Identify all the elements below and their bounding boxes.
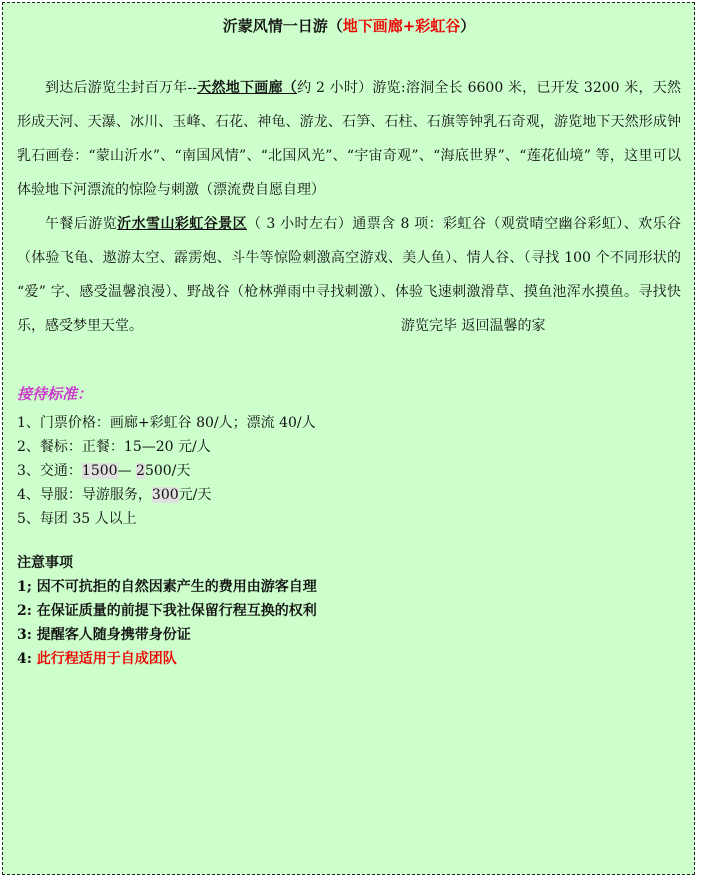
note4-prefix: 4:	[17, 651, 37, 667]
item4-label: 4、导服：导游服务，	[17, 487, 152, 503]
list-item: 1、门票价格：画廊+彩虹谷 80/人；漂流 40/人	[17, 415, 316, 431]
p1-text-after: 约 2 小时）游览:溶洞全长 6600 米，已开发 3200 米，天然形成天河、天瀑、冰川、玉峰、石花、神龟、游龙、石笋、石柱、石旗等钟乳石奇观，游览地下天然形成钟乳石画卷：“蒙山沂水”、“南国风情”、“北国风光”、“宇宙奇观”、“海底世界”、“莲花仙境” 等，这里可以体验地下河漂流的惊险与刺激（漂流费自愿自理）	[17, 80, 682, 198]
note4-highlight: 此行程适用于自成团队	[36, 651, 177, 667]
notes-list	[17, 575, 681, 671]
reception-standards-list	[17, 411, 681, 531]
list-item: 3: 提醒客人随身携带身份证	[17, 627, 191, 643]
page-title	[17, 11, 681, 41]
title-suffix: ）	[460, 17, 476, 35]
list-item: 1; 因不可抗拒的自然因素产生的费用由游客自理	[17, 579, 317, 595]
item4-tail: 元/天	[178, 487, 212, 503]
list-item	[17, 483, 681, 507]
p1-attraction-name: 天然地下画廊（	[197, 80, 298, 96]
notes-title: 注意事项	[17, 555, 73, 571]
list-item	[17, 459, 681, 483]
p2-text-before: 午餐后游览	[45, 216, 118, 232]
title-prefix: 沂蒙风情一日游（	[222, 17, 343, 35]
item3-label: 3、交通：	[17, 463, 82, 479]
list-item: 5、每团 35 人以上	[17, 511, 137, 527]
item3-mid: —	[117, 463, 137, 479]
paragraph-underground-gallery	[17, 71, 681, 207]
list-item: 2、餐标：正餐：15—20 元/人	[17, 439, 211, 455]
paragraph-rainbow-valley	[17, 207, 681, 343]
item3-highlight-2: 2	[136, 463, 145, 479]
itinerary-document	[2, 2, 695, 875]
p2-text-after: （ 3 小时左右）通票含 8 项：彩虹谷（观赏晴空幽谷彩虹）、欢乐谷（体验飞龟、遨游太空、霹雳炮、斗牛等惊险刺激高空游戏、美人鱼）、情人谷、（寻找 100 个不同形状的 “爱” 字、感受温馨浪漫）、野战谷（枪林弹雨中寻找刺激）、体验飞速刺激滑草、摸鱼池浑水摸鱼。寻找快乐，感受梦里天堂。	[17, 216, 681, 334]
item4-highlight: 300	[151, 487, 179, 503]
reception-standards-title: 接待标准：	[17, 385, 93, 403]
p1-text-before: 到达后游览尘封百万年--	[45, 80, 198, 96]
item3-tail: 500/天	[144, 463, 191, 479]
title-highlight: 地下画廊+彩虹谷	[342, 17, 461, 35]
p2-closing-note: 游览完毕 返回温馨的家	[401, 318, 546, 334]
p2-attraction-name: 沂水雪山彩虹谷景区	[117, 216, 248, 232]
list-item: 2: 在保证质量的前提下我社保留行程互换的权利	[17, 603, 317, 619]
list-item	[17, 647, 681, 671]
item3-highlight-1: 1500	[81, 463, 118, 479]
